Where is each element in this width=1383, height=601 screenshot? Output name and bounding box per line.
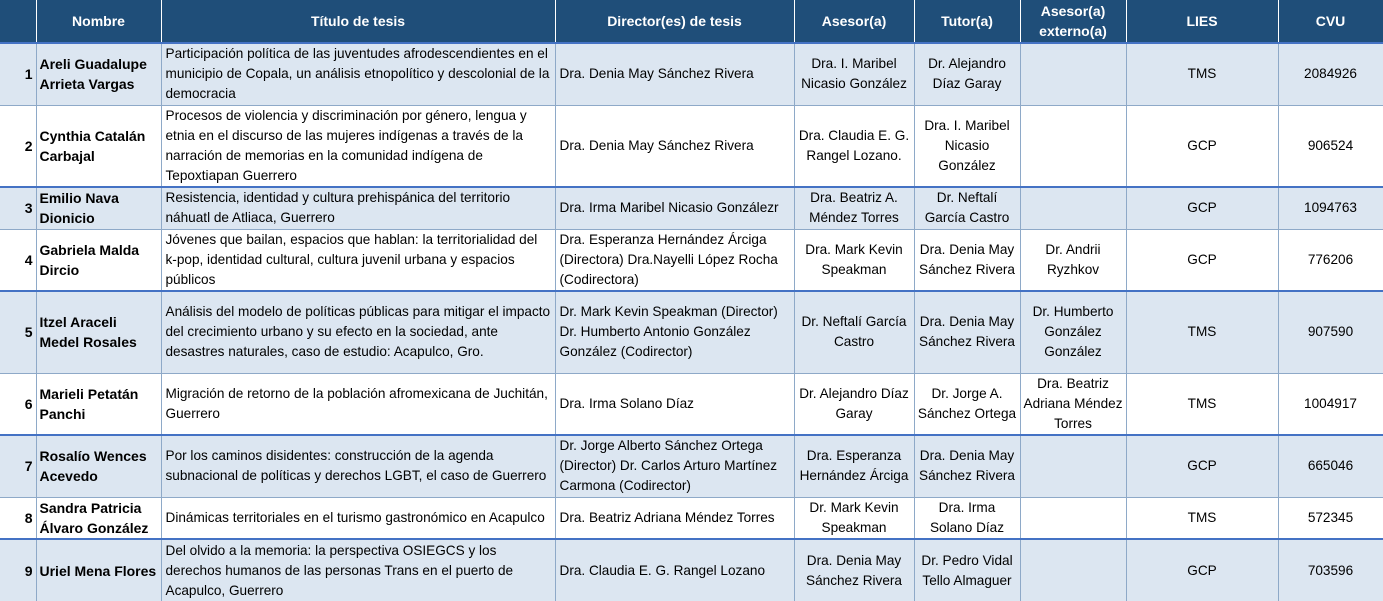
external-advisor: Dr. Andrii Ryzhkov <box>1020 229 1126 291</box>
tutor: Dra. I. Maribel Nicasio González <box>914 105 1020 187</box>
thesis-director: Dra. Irma Maribel Nicasio Gonzálezr <box>555 187 794 229</box>
cvu-number: 665046 <box>1278 435 1383 497</box>
lies-code: GCP <box>1126 229 1278 291</box>
row-number: 5 <box>0 291 36 373</box>
row-number: 9 <box>0 539 36 601</box>
lies-code: TMS <box>1126 497 1278 539</box>
lies-code: TMS <box>1126 373 1278 435</box>
thesis-title: Migración de retorno de la población afromexicana de Juchitán, Guerrero <box>161 373 555 435</box>
tutor: Dr. Alejandro Díaz Garay <box>914 43 1020 105</box>
table-row <box>0 539 1383 601</box>
lies-code: TMS <box>1126 43 1278 105</box>
student-name: Areli Guadalupe Arrieta Vargas <box>36 43 161 105</box>
advisor: Dra. Esperanza Hernández Árciga <box>794 435 914 497</box>
advisor: Dra. Beatriz A. Méndez Torres <box>794 187 914 229</box>
header-lies: LIES <box>1126 0 1278 43</box>
lies-code: GCP <box>1126 187 1278 229</box>
header-row <box>0 0 1383 43</box>
thesis-title: Por los caminos disidentes: construcción de la agenda subnacional de políticas y derechos LGBT, el caso de Guerrero <box>161 435 555 497</box>
cvu-number: 907590 <box>1278 291 1383 373</box>
advisor: Dr. Mark Kevin Speakman <box>794 497 914 539</box>
row-number: 7 <box>0 435 36 497</box>
cvu-number: 2084926 <box>1278 43 1383 105</box>
external-advisor: Dra. Beatriz Adriana Méndez Torres <box>1020 373 1126 435</box>
cvu-number: 1094763 <box>1278 187 1383 229</box>
table-row <box>0 373 1383 435</box>
thesis-director: Dra. Beatriz Adriana Méndez Torres <box>555 497 794 539</box>
lies-code: GCP <box>1126 435 1278 497</box>
header-asesor-externo: Asesor(a) externo(a) <box>1020 0 1126 43</box>
table-row <box>0 187 1383 229</box>
table-row <box>0 497 1383 539</box>
external-advisor <box>1020 105 1126 187</box>
student-name: Itzel Araceli Medel Rosales <box>36 291 161 373</box>
advisor: Dra. I. Maribel Nicasio González <box>794 43 914 105</box>
row-number: 3 <box>0 187 36 229</box>
student-name: Uriel Mena Flores <box>36 539 161 601</box>
advisor: Dr. Neftalí García Castro <box>794 291 914 373</box>
tutor: Dra. Denia May Sánchez Rivera <box>914 435 1020 497</box>
thesis-director: Dra. Denia May Sánchez Rivera <box>555 43 794 105</box>
thesis-director: Dra. Denia May Sánchez Rivera <box>555 105 794 187</box>
tutor: Dr. Neftalí García Castro <box>914 187 1020 229</box>
thesis-title: Dinámicas territoriales en el turismo gastronómico en Acapulco <box>161 497 555 539</box>
tutor: Dra. Denia May Sánchez Rivera <box>914 229 1020 291</box>
advisor: Dra. Claudia E. G. Rangel Lozano. <box>794 105 914 187</box>
student-name: Cynthia Catalán Carbajal <box>36 105 161 187</box>
thesis-director: Dr. Mark Kevin Speakman (Director) Dr. Humberto Antonio González González (Codirector) <box>555 291 794 373</box>
cvu-number: 703596 <box>1278 539 1383 601</box>
cvu-number: 1004917 <box>1278 373 1383 435</box>
lies-code: GCP <box>1126 105 1278 187</box>
student-name: Emilio Nava Dionicio <box>36 187 161 229</box>
external-advisor <box>1020 187 1126 229</box>
header-nombre: Nombre <box>36 0 161 43</box>
lies-code: TMS <box>1126 291 1278 373</box>
tutor: Dr. Pedro Vidal Tello Almaguer <box>914 539 1020 601</box>
external-advisor <box>1020 539 1126 601</box>
tutor: Dra. Denia May Sánchez Rivera <box>914 291 1020 373</box>
thesis-director: Dr. Jorge Alberto Sánchez Ortega (Director) Dr. Carlos Arturo Martínez Carmona (Codirector) <box>555 435 794 497</box>
external-advisor <box>1020 43 1126 105</box>
header-tutor: Tutor(a) <box>914 0 1020 43</box>
thesis-title: Resistencia, identidad y cultura prehispánica del territorio náhuatl de Atliaca, Guerrero <box>161 187 555 229</box>
tutor: Dr. Jorge A. Sánchez Ortega <box>914 373 1020 435</box>
advisor: Dra. Mark Kevin Speakman <box>794 229 914 291</box>
header-titulo: Título de tesis <box>161 0 555 43</box>
student-name: Sandra Patricia Álvaro González <box>36 497 161 539</box>
lies-code: GCP <box>1126 539 1278 601</box>
thesis-director: Dra. Irma Solano Díaz <box>555 373 794 435</box>
thesis-title: Procesos de violencia y discriminación por género, lengua y etnia en el discurso de las mujeres indígenas a través de la narración de memorias en la comunidad indígena de Tepoxtiapan Guerrero <box>161 105 555 187</box>
cvu-number: 572345 <box>1278 497 1383 539</box>
thesis-title: Participación política de las juventudes afrodescendientes en el municipio de Copala, un análisis etnopolítico y descolonial de la democracia <box>161 43 555 105</box>
header-num <box>0 0 36 43</box>
cvu-number: 776206 <box>1278 229 1383 291</box>
header-cvu: CVU <box>1278 0 1383 43</box>
advisor: Dr. Alejandro Díaz Garay <box>794 373 914 435</box>
thesis-title: Análisis del modelo de políticas públicas para mitigar el impacto del crecimiento urbano y su efecto en la sociedad, ante desastres naturales, caso de estudio: Acapulco, Gro. <box>161 291 555 373</box>
external-advisor <box>1020 497 1126 539</box>
thesis-director: Dra. Claudia E. G. Rangel Lozano <box>555 539 794 601</box>
cvu-number: 906524 <box>1278 105 1383 187</box>
external-advisor: Dr. Humberto González González <box>1020 291 1126 373</box>
tutor: Dra. Irma Solano Díaz <box>914 497 1020 539</box>
student-name: Gabriela Malda Dircio <box>36 229 161 291</box>
student-name: Rosalío Wences Acevedo <box>36 435 161 497</box>
header-director: Director(es) de tesis <box>555 0 794 43</box>
row-number: 8 <box>0 497 36 539</box>
thesis-director: Dra. Esperanza Hernández Árciga (Directora) Dra.Nayelli López Rocha (Codirectora) <box>555 229 794 291</box>
table-row <box>0 291 1383 373</box>
row-number: 6 <box>0 373 36 435</box>
table-row <box>0 229 1383 291</box>
advisor: Dra. Denia May Sánchez Rivera <box>794 539 914 601</box>
header-asesor: Asesor(a) <box>794 0 914 43</box>
row-number: 1 <box>0 43 36 105</box>
row-number: 4 <box>0 229 36 291</box>
row-number: 2 <box>0 105 36 187</box>
table-row <box>0 435 1383 497</box>
external-advisor <box>1020 435 1126 497</box>
thesis-title: Del olvido a la memoria: la perspectiva OSIEGCS y los derechos humanos de las personas Trans en el puerto de Acapulco, Guerrero <box>161 539 555 601</box>
thesis-title: Jóvenes que bailan, espacios que hablan: la territorialidad del k-pop, identidad cultural, cultura juvenil urbana y espacios públicos <box>161 229 555 291</box>
table-row <box>0 43 1383 105</box>
student-name: Marieli Petatán Panchi <box>36 373 161 435</box>
table-row <box>0 105 1383 187</box>
